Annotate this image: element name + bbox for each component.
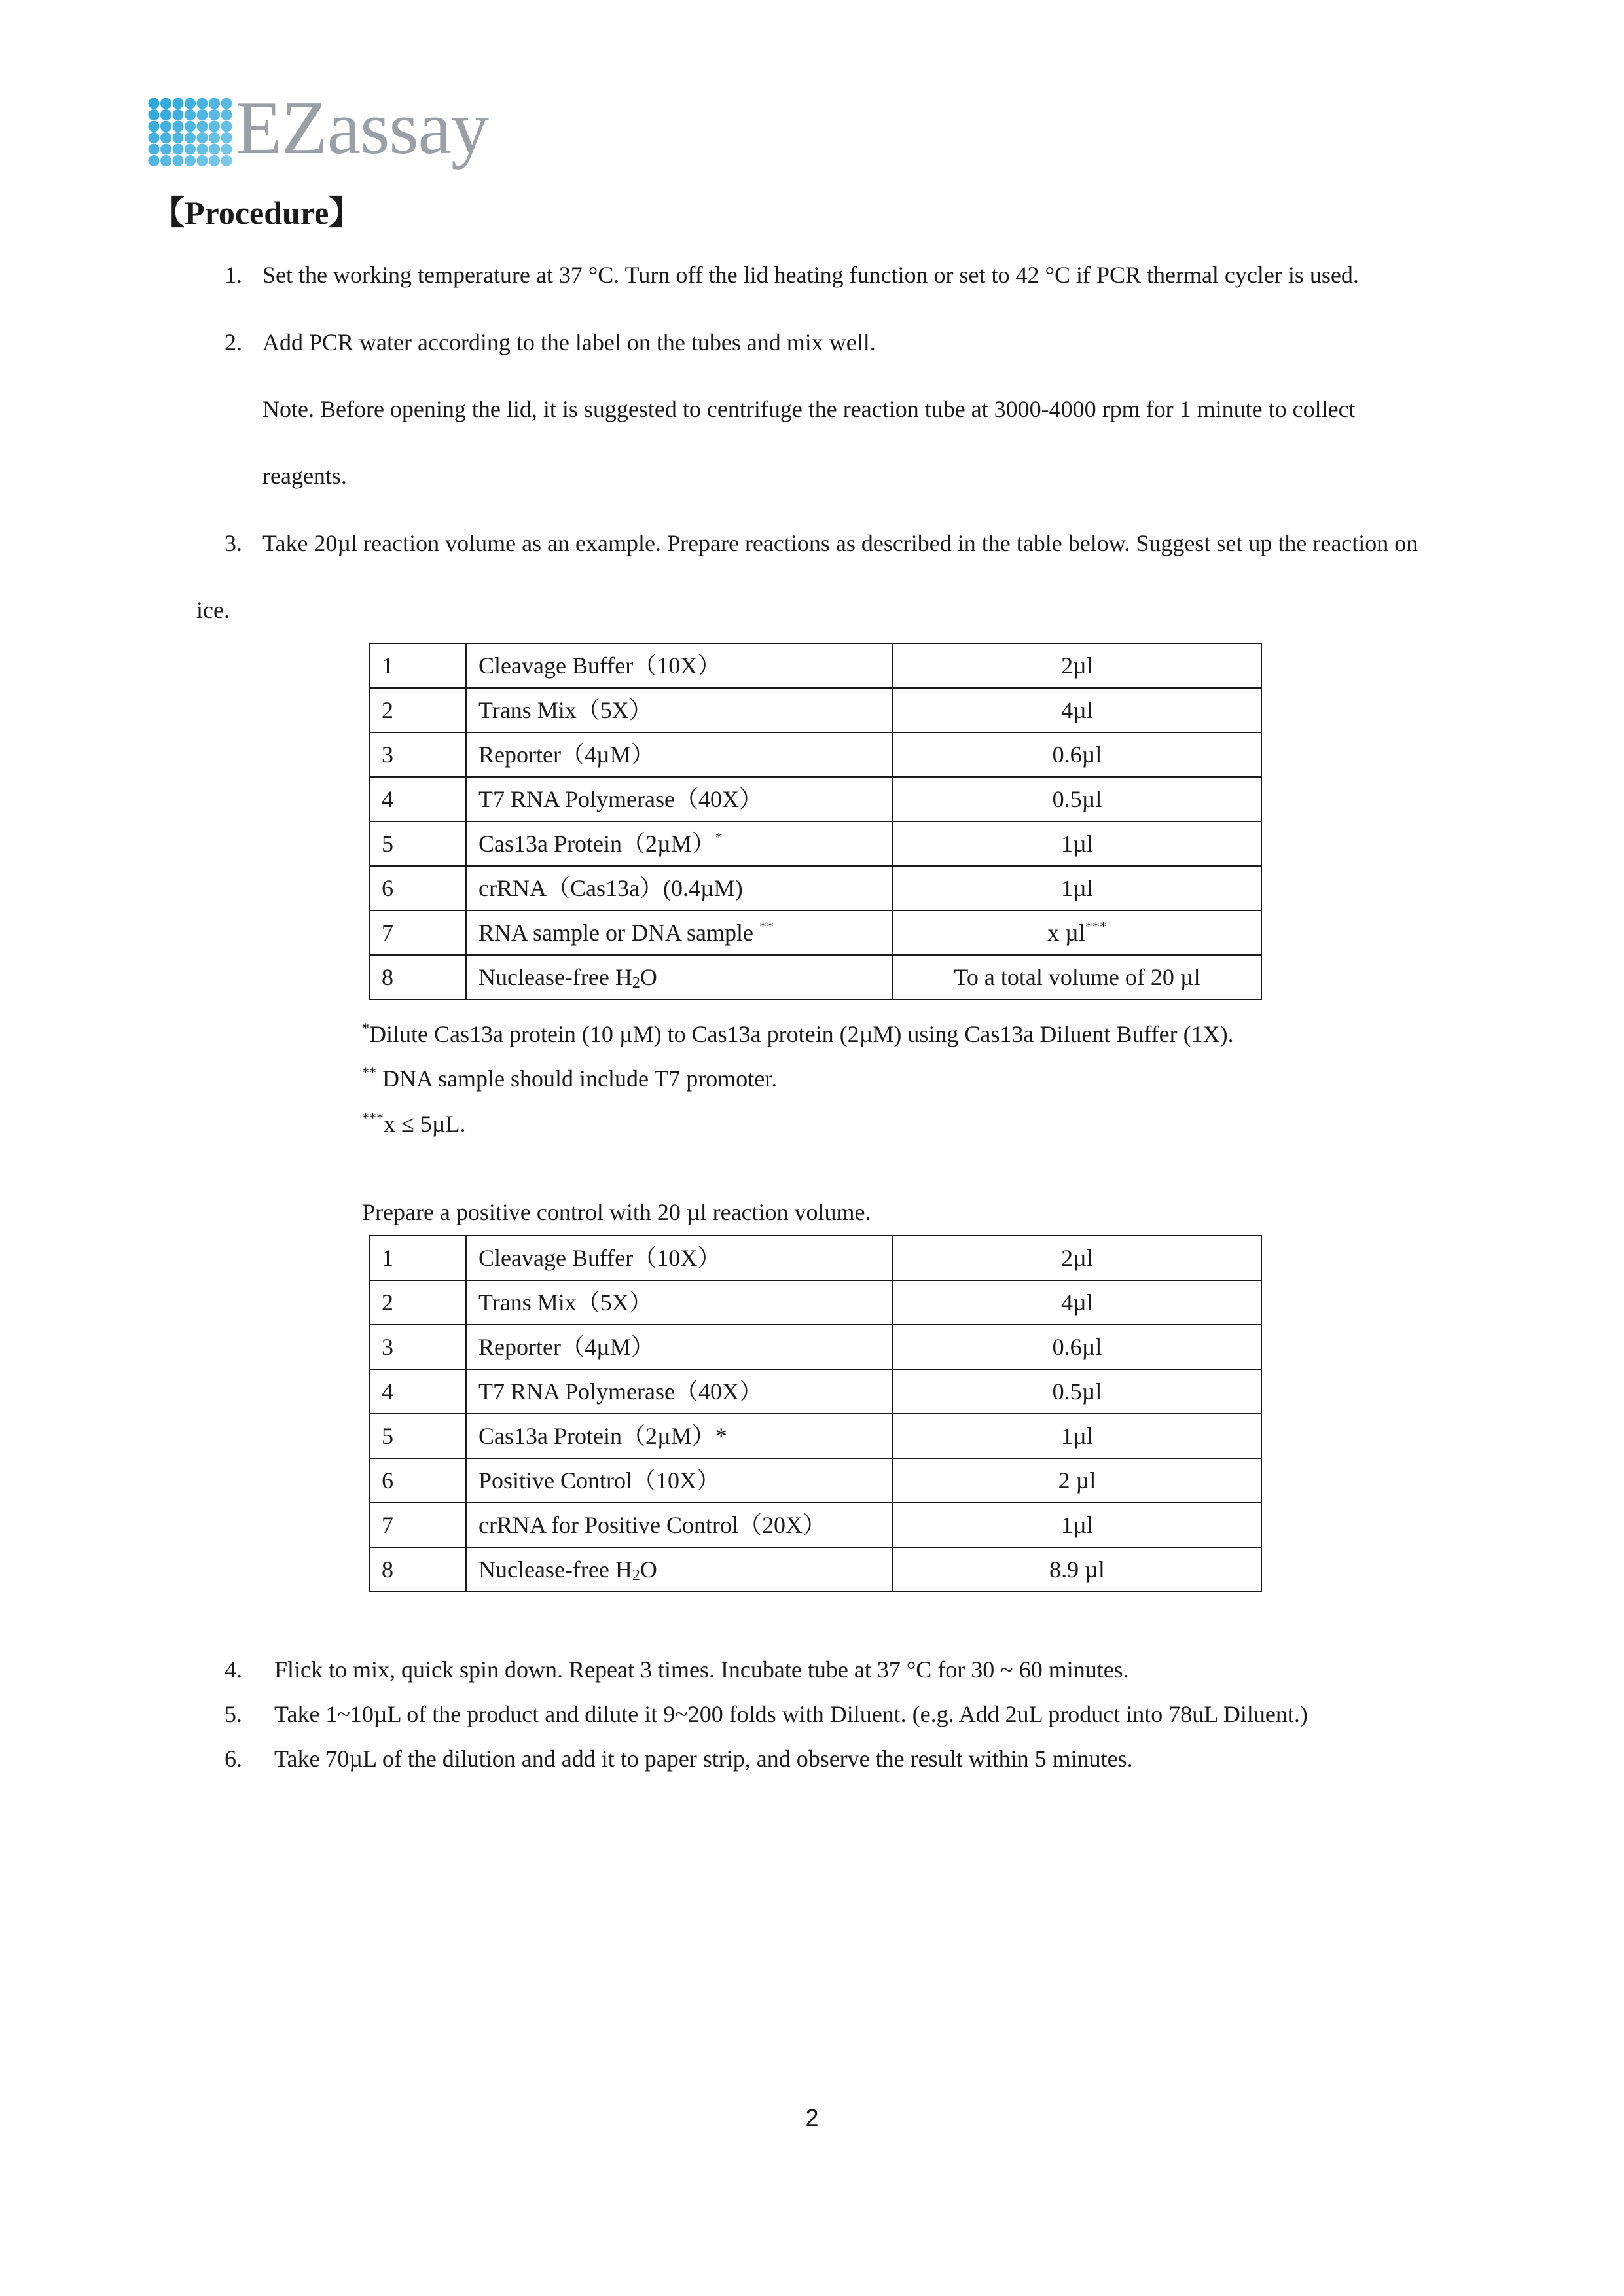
logo-dot — [149, 155, 160, 166]
note-line: Note. Before opening the lid, it is suggested to centrifuge the reaction tube at 3000-4000 rpm for 1 minute to collect — [262, 396, 1356, 422]
logo-dot — [185, 109, 196, 120]
logo-dot — [209, 132, 220, 143]
row-number: 8 — [369, 1547, 466, 1592]
logo-wordmark: EZassay — [236, 86, 488, 170]
table-row — [369, 643, 1261, 688]
step-text-continued: ice. — [196, 597, 230, 623]
logo-dot — [173, 132, 184, 143]
logo-dot — [221, 155, 232, 166]
table-row — [369, 1414, 1261, 1458]
logo-dot — [197, 121, 208, 132]
table-row — [369, 910, 1261, 955]
step-number: 5. — [225, 1701, 242, 1727]
footnote: *Dilute Cas13a protein (10 µM) to Cas13a protein (2µM) using Cas13a Diluent Buffer (1X). — [362, 1020, 1234, 1047]
row-number: 3 — [369, 732, 466, 777]
section-heading: 【Procedure】 — [152, 194, 362, 231]
logo-dot — [197, 98, 208, 109]
volume: 4µl — [893, 1280, 1261, 1325]
logo-dot — [221, 132, 232, 143]
logo-dot — [160, 109, 171, 120]
logo-dot — [160, 155, 171, 166]
row-number: 5 — [369, 821, 466, 866]
table-row — [369, 688, 1261, 732]
component-name: Reporter（4µM） — [466, 1325, 893, 1369]
volume: x µl*** — [893, 910, 1261, 955]
component-name: crRNA（Cas13a）(0.4µM) — [466, 866, 893, 910]
volume: 0.6µl — [893, 1325, 1261, 1369]
footnote: ***x ≤ 5µL. — [362, 1109, 466, 1137]
note-line: reagents. — [262, 463, 347, 489]
logo-dot — [149, 121, 160, 132]
logo-dot — [185, 155, 196, 166]
step-text: Take 20µl reaction volume as an example. Prepare reactions as described in the table below. Suggest set up the reaction on — [262, 530, 1418, 556]
table-row — [369, 1236, 1261, 1280]
row-number: 2 — [369, 688, 466, 732]
table-row — [369, 1325, 1261, 1369]
volume: 8.9 µl — [893, 1547, 1261, 1592]
logo-dot-grid — [147, 97, 236, 168]
step-text: Take 70µL of the dilution and add it to paper strip, and observe the result within 5 minutes. — [274, 1746, 1133, 1772]
step-number: 3. — [225, 530, 242, 556]
table-row — [369, 1369, 1261, 1414]
logo-dot — [197, 144, 208, 155]
component-name: Cas13a Protein（2µM）* — [466, 1414, 893, 1458]
component-name: crRNA for Positive Control（20X） — [466, 1503, 893, 1547]
logo-dot — [149, 132, 160, 143]
positive-control-table — [369, 1235, 1262, 1592]
logo-dot — [185, 98, 196, 109]
logo-dot — [149, 144, 160, 155]
logo-dot — [197, 132, 208, 143]
row-number: 4 — [369, 1369, 466, 1414]
logo — [147, 86, 540, 188]
page-number: 2 — [805, 2104, 819, 2131]
step-text: Set the working temperature at 37 °C. Turn off the lid heating function or set to 42 °C if PCR thermal cycler is used. — [262, 262, 1359, 288]
logo-dot — [209, 109, 220, 120]
table-row — [369, 821, 1261, 866]
reaction-table — [369, 643, 1262, 1000]
logo-dot — [173, 144, 184, 155]
logo-dot — [149, 109, 160, 120]
row-number: 1 — [369, 1236, 466, 1280]
logo-dot — [221, 109, 232, 120]
step-text: Take 1~10µL of the product and dilute it 9~200 folds with Diluent. (e.g. Add 2uL product into 78uL Diluent.) — [274, 1701, 1308, 1727]
logo-dot — [209, 155, 220, 166]
step-text: Add PCR water according to the label on the tubes and mix well. — [262, 329, 876, 355]
logo-dot — [173, 155, 184, 166]
step-number: 4. — [225, 1657, 242, 1683]
component-name: Cas13a Protein（2µM）* — [466, 821, 893, 866]
component-name: Positive Control（10X） — [466, 1458, 893, 1503]
table-row — [369, 955, 1261, 999]
logo-dot — [173, 121, 184, 132]
logo-dot — [185, 132, 196, 143]
row-number: 5 — [369, 1414, 466, 1458]
component-name: Trans Mix（5X） — [466, 688, 893, 732]
row-number: 2 — [369, 1280, 466, 1325]
table-row — [369, 1503, 1261, 1547]
logo-dot — [173, 98, 184, 109]
volume: 1µl — [893, 866, 1261, 910]
component-name: Reporter（4µM） — [466, 732, 893, 777]
component-name: T7 RNA Polymerase（40X） — [466, 1369, 893, 1414]
row-number: 3 — [369, 1325, 466, 1369]
volume: 0.5µl — [893, 1369, 1261, 1414]
component-name: Cleavage Buffer（10X） — [466, 1236, 893, 1280]
volume: 0.6µl — [893, 732, 1261, 777]
volume: 1µl — [893, 1503, 1261, 1547]
volume: 2µl — [893, 643, 1261, 688]
row-number: 1 — [369, 643, 466, 688]
volume: To a total volume of 20 µl — [893, 955, 1261, 999]
row-number: 6 — [369, 866, 466, 910]
volume: 2µl — [893, 1236, 1261, 1280]
step-number: 6. — [225, 1746, 242, 1772]
logo-dot — [221, 144, 232, 155]
table-row — [369, 1280, 1261, 1325]
row-number: 7 — [369, 910, 466, 955]
logo-dot — [173, 109, 184, 120]
logo-dot — [160, 144, 171, 155]
step-number: 2. — [225, 329, 242, 355]
row-number: 7 — [369, 1503, 466, 1547]
component-name: Nuclease-free $H_2O$ — [466, 955, 893, 999]
logo-dot — [160, 132, 171, 143]
volume: 0.5µl — [893, 777, 1261, 821]
component-name: T7 RNA Polymerase（40X） — [466, 777, 893, 821]
logo-dot — [160, 98, 171, 109]
table-row — [369, 1547, 1261, 1592]
logo-dot — [209, 144, 220, 155]
component-name: Nuclease-free $H_2O$ — [466, 1547, 893, 1592]
volume: 1µl — [893, 821, 1261, 866]
table-row — [369, 777, 1261, 821]
component-name: Cleavage Buffer（10X） — [466, 643, 893, 688]
component-name: Trans Mix（5X） — [466, 1280, 893, 1325]
row-number: 8 — [369, 955, 466, 999]
logo-dot — [221, 98, 232, 109]
positive-control-intro: Prepare a positive control with 20 µl reaction volume. — [362, 1199, 871, 1225]
volume: 1µl — [893, 1414, 1261, 1458]
logo-dot — [185, 144, 196, 155]
volume: 4µl — [893, 688, 1261, 732]
table-row — [369, 1458, 1261, 1503]
volume: 2 µl — [893, 1458, 1261, 1503]
logo-dot — [209, 98, 220, 109]
table-row — [369, 732, 1261, 777]
row-number: 6 — [369, 1458, 466, 1503]
logo-dot — [197, 109, 208, 120]
component-name: RNA sample or DNA sample ** — [466, 910, 893, 955]
logo-dot — [185, 121, 196, 132]
step-number: 1. — [225, 262, 242, 288]
logo-dot — [209, 121, 220, 132]
footnote: ** DNA sample should include T7 promoter. — [362, 1064, 778, 1092]
logo-dot — [160, 121, 171, 132]
logo-dot — [197, 155, 208, 166]
row-number: 4 — [369, 777, 466, 821]
step-text: Flick to mix, quick spin down. Repeat 3 times. Incubate tube at 37 °C for 30 ~ 60 minutes. — [274, 1657, 1129, 1683]
logo-dot — [149, 98, 160, 109]
table-row — [369, 866, 1261, 910]
logo-dot — [221, 121, 232, 132]
